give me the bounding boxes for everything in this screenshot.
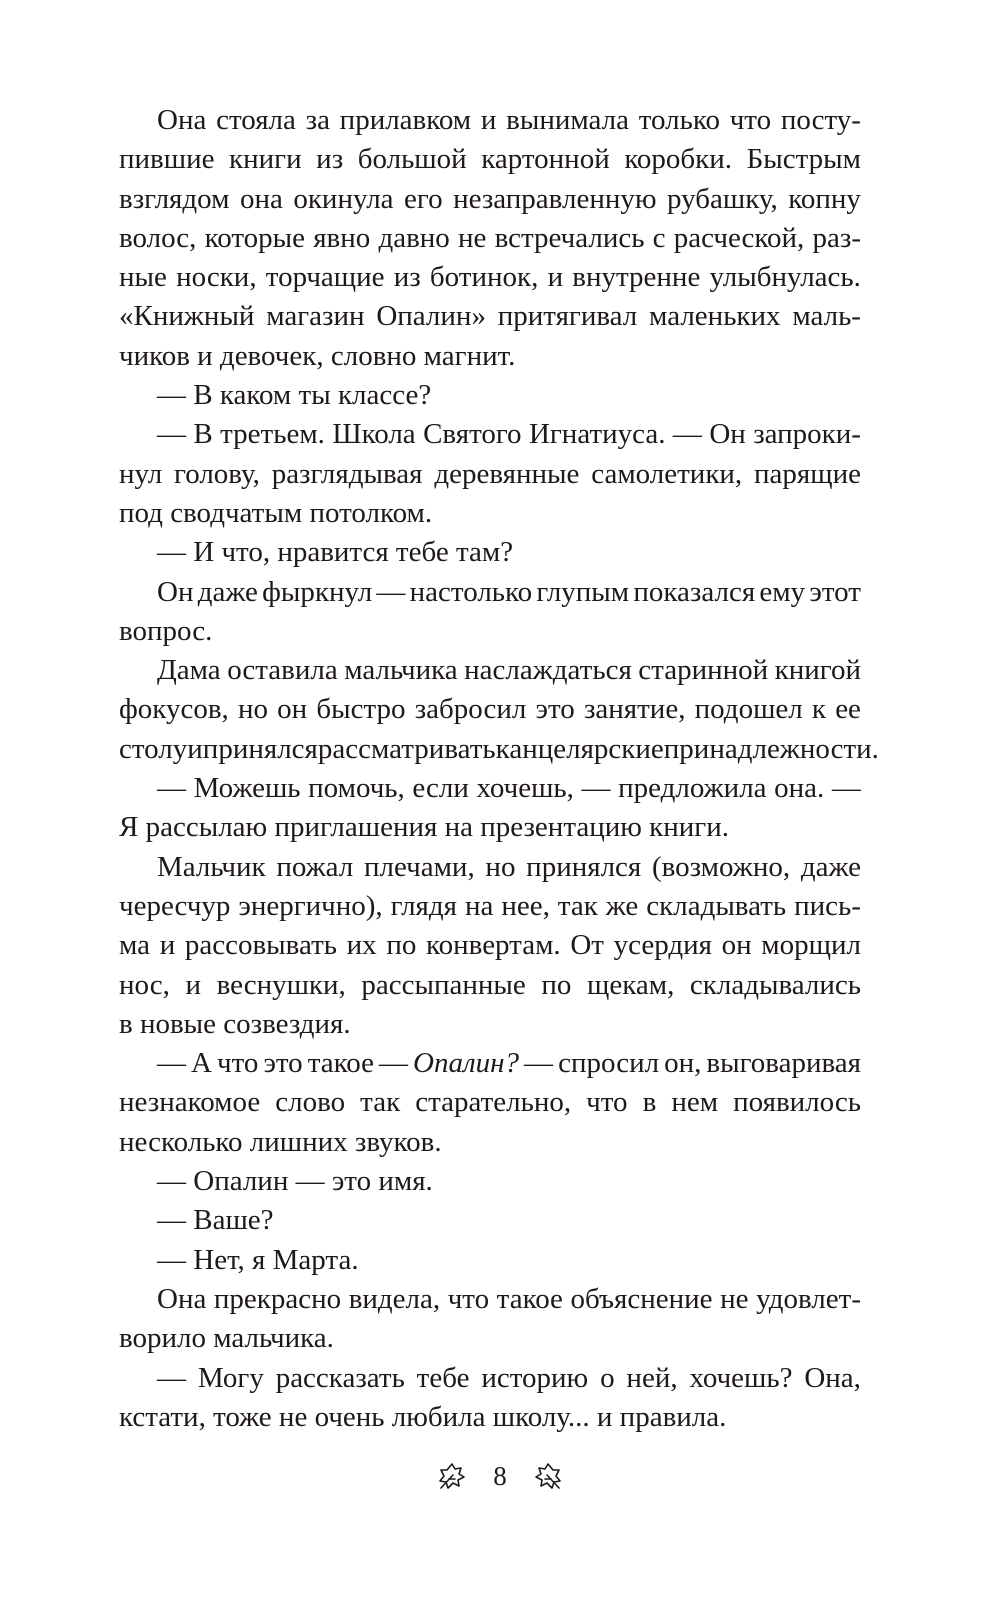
word: Игнатиуса. (528, 418, 666, 451)
text-line (119, 848, 861, 887)
word: появилось (733, 1086, 861, 1119)
text-line (119, 1280, 861, 1319)
text-line (119, 926, 861, 965)
word: Мальчик (157, 850, 266, 883)
word: «Книжный (119, 300, 255, 333)
word: старательно, (415, 1086, 572, 1119)
word: Опалин? (413, 1047, 520, 1080)
word: объяснение (570, 1282, 713, 1315)
word: столу (119, 732, 188, 765)
word: Он (709, 418, 746, 451)
word: видела, (348, 1282, 441, 1315)
word: хочешь? (689, 1361, 793, 1394)
word: и (185, 968, 201, 1001)
word: расческой, (673, 221, 805, 254)
text-line (119, 415, 861, 454)
text-line (119, 573, 861, 612)
word: подошел (694, 693, 803, 726)
word: копну (788, 182, 861, 215)
word: — (379, 1047, 408, 1080)
text-line-with-italic (119, 1044, 861, 1083)
word: — (376, 575, 406, 608)
word: историю (481, 1361, 589, 1394)
word: этот (809, 575, 861, 608)
word: фыркнул (262, 575, 373, 608)
word: А (191, 1047, 212, 1080)
word: давно (378, 221, 450, 254)
leaf-ornament-icon (437, 1461, 467, 1491)
word: он (721, 929, 752, 962)
word: чересчур (119, 889, 231, 922)
word: маленьких (649, 300, 781, 333)
word: из (393, 261, 421, 294)
word: усердия (613, 929, 712, 962)
text-line (119, 769, 861, 808)
leaf-ornament-icon (533, 1461, 563, 1491)
word: она. (774, 772, 825, 805)
text-line (119, 730, 879, 769)
text-line: чиков и девочек, словно магнит. (119, 339, 516, 372)
text-line (119, 140, 861, 179)
page-number: 8 (493, 1461, 507, 1491)
word: магазин (266, 300, 365, 333)
word: пожал (276, 850, 354, 883)
word: фокусов, (119, 693, 229, 726)
text-line: — Опалин — это имя. (157, 1165, 433, 1198)
text-line (119, 1359, 861, 1398)
word: спросил (558, 1047, 660, 1080)
word: конвертам. (426, 929, 561, 962)
word: пись- (794, 889, 861, 922)
word: прекрасно (213, 1282, 342, 1315)
text-line: Я рассылаю приглашения на презентацию книги. (119, 811, 729, 844)
word: — (157, 772, 186, 805)
word: веснушки, (216, 968, 346, 1001)
word: встречались (494, 221, 645, 254)
word: глупым (536, 575, 630, 608)
word: маль- (792, 300, 861, 333)
word: оставила (227, 654, 338, 687)
word: самолетики, (591, 457, 743, 490)
word: он (277, 693, 308, 726)
text-line: под сводчатым потолком. (119, 496, 433, 529)
word: по (386, 929, 417, 962)
word: такое (496, 1282, 563, 1315)
word: ее (835, 693, 861, 726)
word: рассказать (275, 1361, 405, 1394)
word: взглядом (119, 182, 230, 215)
word: улыбнулась. (709, 261, 861, 294)
text-line: в новые созвездия. (119, 1007, 351, 1040)
word: быстро (316, 693, 406, 726)
word: она (239, 182, 283, 215)
text-line (119, 690, 861, 729)
text-line: несколько лишних звуков. (119, 1125, 442, 1158)
text-line (119, 651, 861, 690)
word: помочь, (308, 772, 405, 805)
word: на (464, 889, 494, 922)
word: выговаривая (706, 1047, 861, 1080)
text-line (119, 1083, 861, 1122)
word: даже (197, 575, 258, 608)
word: его (404, 182, 443, 215)
word: с (652, 221, 666, 254)
word: их (346, 929, 377, 962)
word: складывались (689, 968, 861, 1001)
word: — (157, 1047, 186, 1080)
word: к (811, 693, 827, 726)
word: книгой (774, 654, 861, 687)
word: за (305, 104, 330, 136)
word: деревянные (434, 457, 580, 490)
word: что (729, 104, 772, 136)
word: прилавком (339, 104, 472, 136)
word: — (831, 772, 861, 805)
word: Святого (423, 418, 522, 451)
word: старинной (638, 654, 769, 687)
word: коробки. (624, 143, 733, 176)
word: носки, (176, 261, 257, 294)
word: притягивал (497, 300, 638, 333)
word: только (638, 104, 720, 136)
word: пившие (119, 143, 215, 176)
word: — (157, 418, 186, 451)
word: — (157, 1361, 186, 1394)
word: разглядывая (271, 457, 423, 490)
text-line (119, 887, 861, 926)
word: о (600, 1361, 615, 1394)
word: нул (119, 457, 163, 490)
text-line: ворило мальчика. (119, 1322, 334, 1355)
word: морщил (761, 929, 861, 962)
word: даже (800, 850, 861, 883)
word: волос, (119, 221, 197, 254)
word: настолько (409, 575, 533, 608)
word: третьем. (220, 418, 325, 451)
word: незаправленную (453, 182, 657, 215)
word: же (605, 889, 639, 922)
word: От (570, 929, 604, 962)
text-line (119, 455, 861, 494)
word: но (485, 850, 516, 883)
word: предложила (618, 772, 767, 805)
page-footer (0, 1461, 1000, 1491)
word: голову, (174, 457, 260, 490)
text-line: — В каком ты классе? (157, 379, 432, 412)
word: В (193, 418, 213, 451)
word: что (447, 1282, 490, 1315)
word: мальчика (344, 654, 458, 687)
word: окинула (293, 182, 394, 215)
word: незнакомое (119, 1086, 261, 1119)
word: Она (157, 104, 207, 136)
word: в (642, 1086, 657, 1119)
text-line (119, 101, 861, 140)
word: парящие (754, 457, 861, 490)
word: удовлет- (756, 1282, 861, 1315)
word: принялся (526, 850, 642, 883)
body-text (119, 101, 879, 1437)
text-line: — Ваше? (157, 1204, 274, 1237)
word: явно (313, 221, 371, 254)
text-line: — Нет, я Марта. (157, 1243, 359, 1276)
word: — (672, 418, 702, 451)
word: рассовывать (184, 929, 337, 962)
word: Дама (157, 654, 221, 687)
text-line (119, 219, 861, 258)
word: Быстрым (746, 143, 861, 176)
word: щекам, (587, 968, 675, 1001)
word: это (535, 693, 575, 726)
word: ему (759, 575, 806, 608)
word: тебе (416, 1361, 470, 1394)
word: картонной (481, 143, 610, 176)
word: не (457, 221, 487, 254)
word: и (480, 104, 497, 136)
word: из (316, 143, 344, 176)
word: ней, (626, 1361, 678, 1394)
word: это (263, 1047, 303, 1080)
word: Она (157, 1282, 207, 1315)
word: — (581, 772, 611, 805)
text-line: кстати, тоже не очень любила школу... и правила. (119, 1400, 727, 1433)
text-line: — И что, нравится тебе там? (157, 536, 514, 569)
word: и (187, 732, 203, 765)
word: так (557, 889, 598, 922)
text-line (119, 966, 861, 1005)
word: рассыпанные (361, 968, 526, 1001)
word: если (412, 772, 469, 805)
text-line (119, 180, 861, 219)
word: нос, (119, 968, 170, 1001)
word: по (541, 968, 572, 1001)
word: большой (357, 143, 467, 176)
word: рубашку, (667, 182, 778, 215)
word: принадлежности. (663, 732, 879, 765)
word: ботинок, (429, 261, 539, 294)
word: стояла (216, 104, 296, 136)
word: рассматривать (317, 732, 496, 765)
word: так (360, 1086, 401, 1119)
word: Опалин» (376, 300, 486, 333)
word: раз- (812, 221, 861, 254)
word: что (586, 1086, 628, 1119)
word: слово (275, 1086, 346, 1119)
word: плечами, (363, 850, 475, 883)
word: Он (157, 575, 194, 608)
word: посту- (780, 104, 861, 136)
word: (возможно, (651, 850, 791, 883)
word: но (237, 693, 268, 726)
text-line (119, 297, 861, 336)
word: складывать (646, 889, 787, 922)
word: вынимала (506, 104, 630, 136)
word: нем (671, 1086, 719, 1119)
word: показался (633, 575, 756, 608)
text-line: вопрос. (119, 614, 213, 647)
word: и (159, 929, 176, 962)
word: Она, (804, 1361, 861, 1394)
text-line (119, 258, 861, 297)
word: Могу (197, 1361, 264, 1394)
word: наслаждаться (464, 654, 632, 687)
word: канцелярские (495, 732, 664, 765)
word: книги (229, 143, 302, 176)
word: нее, (501, 889, 550, 922)
word: Можешь (193, 772, 301, 805)
word: забросил (414, 693, 527, 726)
word: внутренне (572, 261, 701, 294)
word: которые (204, 221, 306, 254)
word: занятие, (583, 693, 686, 726)
word: энергично), (238, 889, 383, 922)
word: он, (664, 1047, 702, 1080)
word: и (547, 261, 564, 294)
word: запроки- (753, 418, 861, 451)
word: Школа (332, 418, 416, 451)
word: — (524, 1047, 554, 1080)
word: принялся (202, 732, 318, 765)
word: ные (119, 261, 167, 294)
word: ма (119, 929, 151, 962)
word: такое (307, 1047, 374, 1080)
word: что (217, 1047, 259, 1080)
word: торчащие (265, 261, 385, 294)
word: не (720, 1282, 749, 1315)
word: глядя (390, 889, 457, 922)
word: хочешь, (476, 772, 574, 805)
